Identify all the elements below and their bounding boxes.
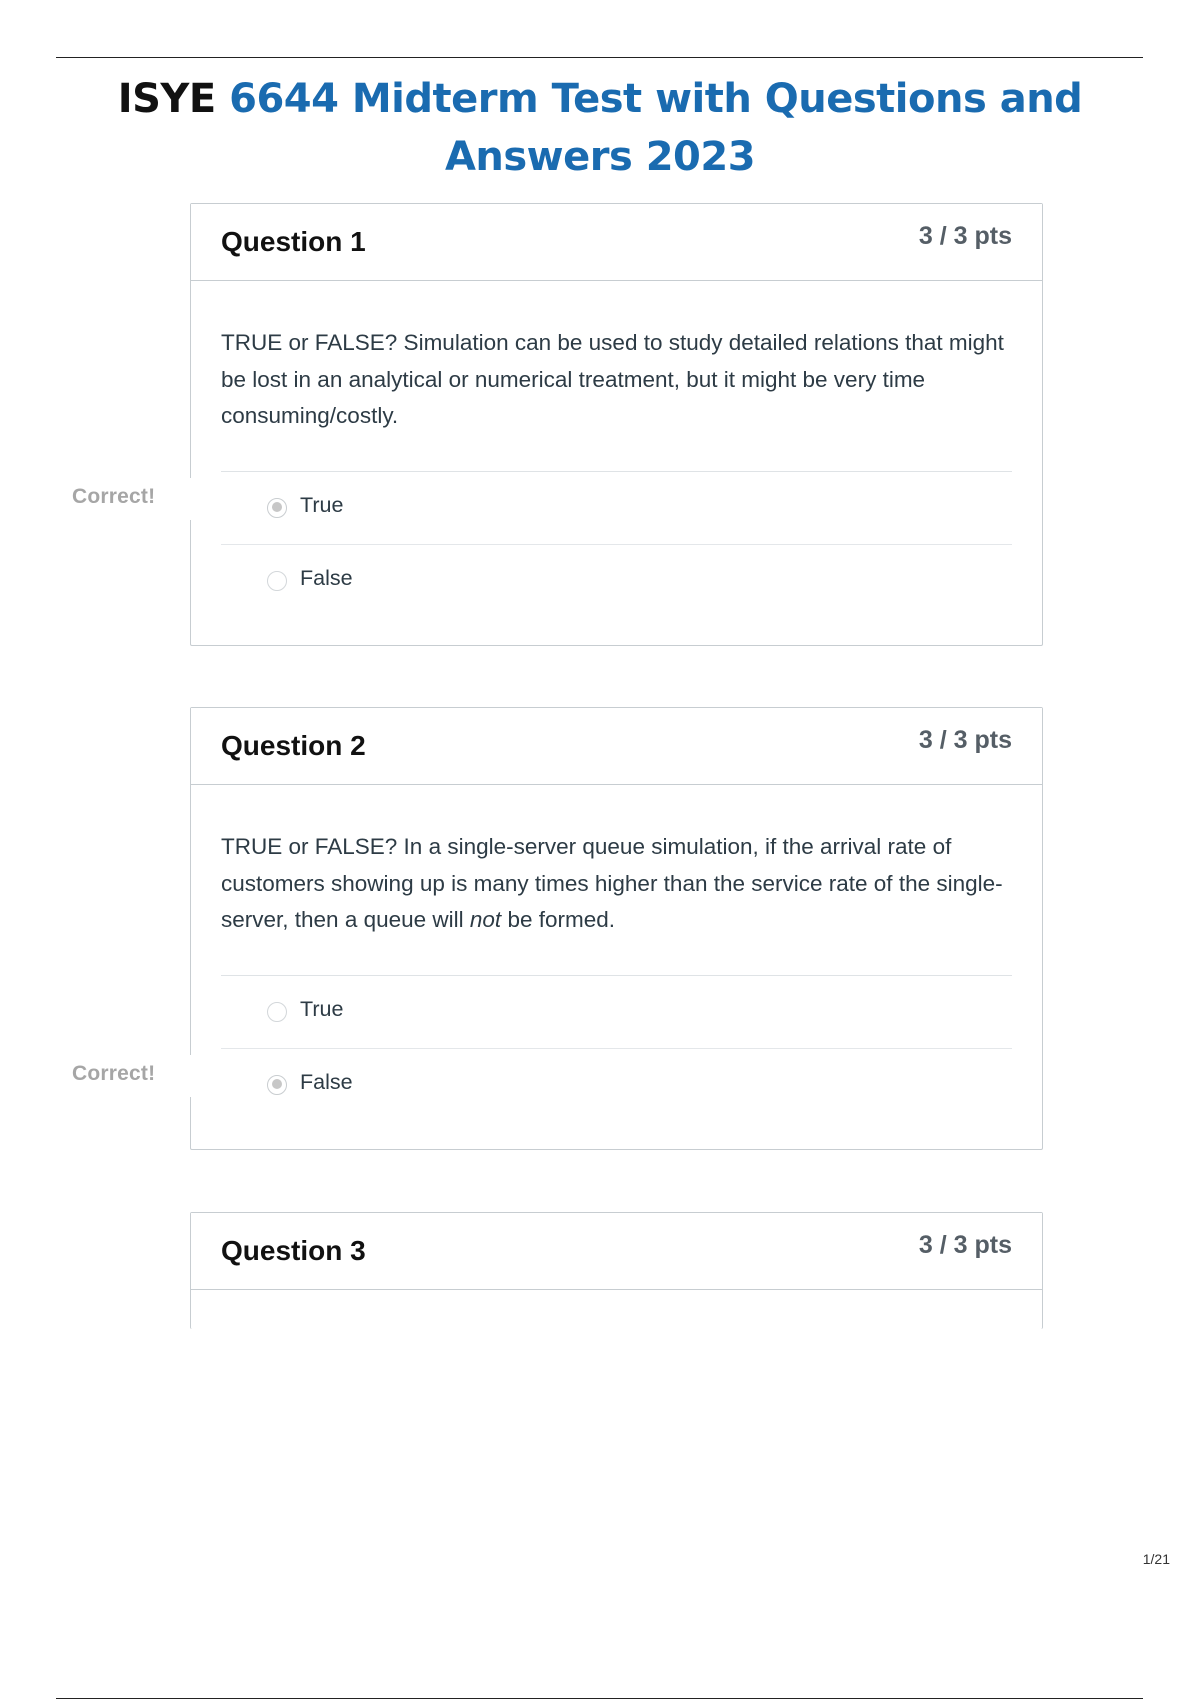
question-1-correct-label: Correct!: [72, 485, 156, 508]
answer-label: True: [300, 492, 344, 517]
correct-notch: [186, 1055, 194, 1097]
title-rest: 6644 Midterm Test with Questions and Answers 2023: [229, 76, 1083, 180]
question-3-title: Question 3: [221, 1235, 366, 1266]
question-2-header: [191, 708, 1042, 785]
question-3-card: [190, 1212, 1043, 1329]
question-1-points: 3 / 3 pts: [918, 222, 1012, 250]
question-2-text-emphasis: not: [469, 907, 502, 932]
question-1-title: Question 1: [221, 226, 366, 257]
question-2-text: [221, 829, 1012, 939]
top-rule: [56, 57, 1143, 58]
document-title: [100, 70, 1100, 186]
title-prefix: ISYE: [117, 76, 216, 122]
question-3-header: [191, 1213, 1042, 1290]
radio-checked-icon[interactable]: [267, 498, 287, 518]
question-1-answer-true[interactable]: [221, 472, 1012, 545]
answer-label: False: [300, 565, 353, 590]
radio-checked-icon[interactable]: [267, 1075, 287, 1095]
question-2-correct-label: Correct!: [72, 1062, 156, 1085]
answer-label: True: [300, 996, 344, 1021]
radio-unchecked-icon[interactable]: [267, 1002, 287, 1022]
question-2-answers: [221, 975, 1012, 1121]
question-1-text: TRUE or FALSE? Simulation can be used to study detailed relations that might be lost in an analytical or numerical treatment, but it might be very time consuming/costly.: [221, 330, 1004, 428]
question-1-header: [191, 204, 1042, 281]
question-2-card: [190, 707, 1043, 1150]
answer-label: False: [300, 1069, 353, 1094]
question-3-points: 3 / 3 pts: [918, 1231, 1012, 1259]
question-1-answer-false[interactable]: [221, 545, 1012, 617]
correct-notch: [186, 478, 194, 520]
page-number: 1/21: [1142, 1551, 1170, 1567]
question-1-card: [190, 203, 1043, 646]
question-2-answer-true[interactable]: [221, 976, 1012, 1049]
question-2-answer-false[interactable]: [221, 1049, 1012, 1121]
question-2-text-before: TRUE or FALSE? In a single-server queue simulation, if the arrival rate of customers showing up is many times higher than the service rate of the single-server, then a queue will: [221, 834, 1003, 932]
question-2-title: Question 2: [221, 730, 366, 761]
question-2-text-after: be formed.: [501, 907, 615, 932]
question-1-answers: [221, 471, 1012, 617]
radio-unchecked-icon[interactable]: [267, 571, 287, 591]
bottom-rule: [56, 1698, 1143, 1699]
question-2-points: 3 / 3 pts: [918, 726, 1012, 754]
